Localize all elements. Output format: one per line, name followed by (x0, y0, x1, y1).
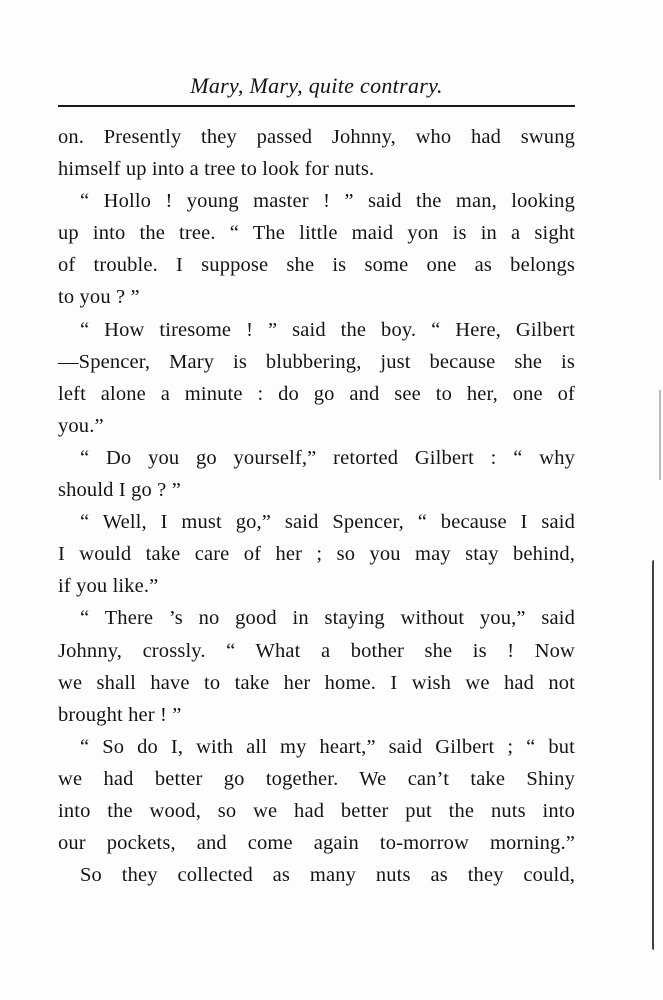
page-edge-shadow (652, 560, 657, 950)
text-line: brought her ! ” (58, 703, 182, 726)
text-line: our pockets, and come again to-morrow morning.” (58, 832, 575, 855)
header-rule (58, 105, 575, 107)
text-line: should I go ? ” (58, 479, 181, 502)
text-line: on. Presently they passed Johnny, who had swung (58, 126, 575, 148)
page-edge-shadow (659, 390, 661, 480)
text-line: of trouble. I suppose she is some one as belongs (58, 254, 575, 277)
text-line: left alone a minute : do go and see to her, one of (58, 382, 575, 405)
text-line: if you like.” (58, 575, 159, 598)
text-line: we had better go together. We can’t take Shiny (58, 767, 575, 790)
text-line: “ Well, I must go,” said Spencer, “ because I said (80, 511, 575, 534)
running-header: Mary, Mary, quite contrary. (190, 73, 443, 98)
text-line: So they collected as many nuts as they could, (80, 864, 575, 887)
text-line: himself up into a tree to look for nuts. (58, 158, 375, 181)
text-line: you.” (58, 414, 104, 437)
text-line: we shall have to take her home. I wish we had not (58, 671, 575, 694)
text-line: “ There ’s no good in staying without you,” said (80, 607, 575, 630)
text-line: into the wood, so we had better put the nuts into (58, 799, 575, 822)
text-line: “ Hollo ! young master ! ” said the man, looking (80, 190, 575, 213)
text-line: up into the tree. “ The little maid yon is in a sight (58, 222, 575, 245)
text-line: I would take care of her ; so you may stay behind, (58, 543, 575, 566)
body-text (58, 121, 575, 891)
text-line: “ So do I, with all my heart,” said Gilbert ; “ but (80, 735, 575, 758)
text-line: “ How tiresome ! ” said the boy. “ Here, Gilbert (80, 318, 575, 341)
text-line: to you ? ” (58, 286, 140, 309)
text-line: Johnny, crossly. “ What a bother she is ! Now (58, 639, 575, 662)
text-line: —Spencer, Mary is blubbering, just because she is (58, 350, 575, 373)
text-line: “ Do you go yourself,” retorted Gilbert : “ why (80, 446, 575, 469)
